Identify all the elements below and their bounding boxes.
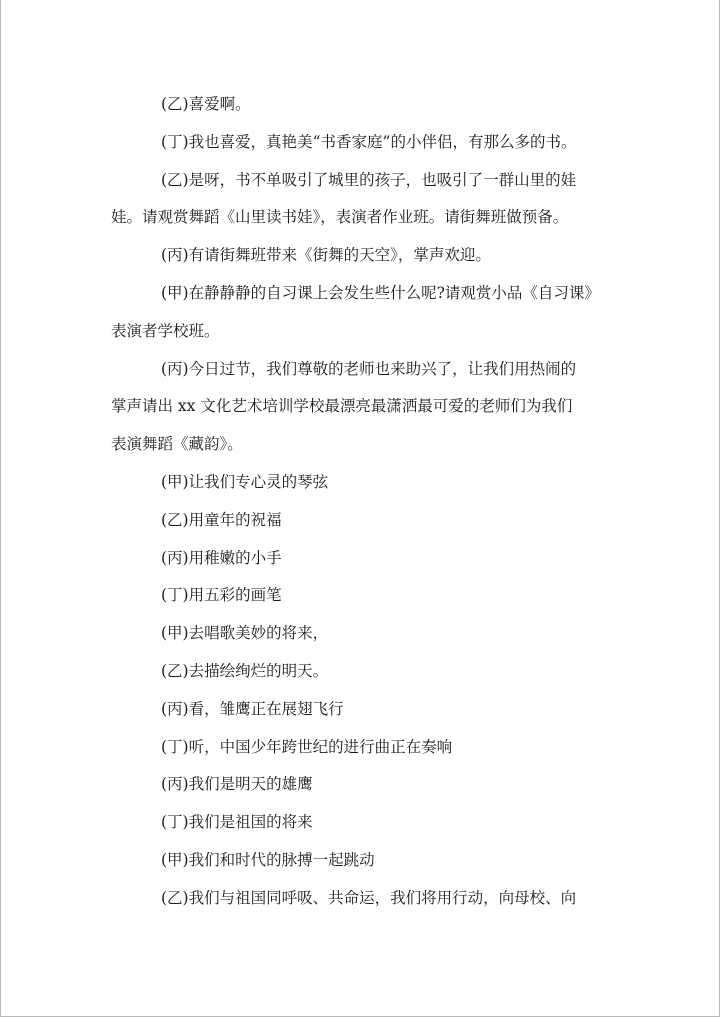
text-line: 掌声请出 xx 文化艺术培训学校最漂亮最潇洒最可爱的老师们为我们 [111, 397, 573, 416]
text-line: (乙)去描绘绚烂的明天。 [161, 661, 329, 680]
text-line: (丁)我也喜爱，真艳美“书香家庭”的小伴侣，有那么多的书。 [161, 132, 577, 151]
paragraph [111, 162, 616, 238]
paragraph [111, 275, 616, 351]
paragraph [111, 464, 616, 502]
paragraph [111, 729, 616, 767]
text-line: 表演者学校班。 [111, 321, 220, 340]
text-line: (丙)有请街舞班带来《街舞的天空》，掌声欢迎。 [161, 246, 491, 265]
paragraph [111, 502, 616, 540]
text-line: (丙)用稚嫩的小手 [161, 548, 282, 567]
text-line: (丁)听，中国少年跨世纪的进行曲正在奏响 [161, 737, 453, 756]
document-body [111, 86, 616, 918]
paragraph [111, 653, 616, 691]
text-line: 娃。请观赏舞蹈《山里读书娃》，表演者作业班。请街舞班做预备。 [111, 208, 569, 227]
text-line: (丙)我们是明天的雄鹰 [161, 775, 313, 794]
paragraph [111, 351, 616, 464]
text-line: (甲)我们和时代的脉搏一起跳动 [161, 850, 375, 869]
paragraph [111, 577, 616, 615]
paragraph [111, 842, 616, 880]
text-line: (丙)看，雏鹰正在展翅飞行 [161, 699, 344, 718]
text-line: 表演舞蹈《藏韵》。 [111, 435, 243, 454]
paragraph [111, 615, 616, 653]
paragraph [111, 237, 616, 275]
text-line: (乙)用童年的祝福 [161, 510, 282, 529]
text-line: (乙)喜爱啊。 [161, 95, 251, 113]
text-line: (丁)用五彩的画笔 [161, 586, 282, 605]
paragraph [111, 880, 616, 918]
text-line: (甲)去唱歌美妙的将来， [161, 624, 329, 643]
text-line: (乙)我们与祖国同呼吸、共命运，我们将用行动，向母校、向 [161, 888, 577, 907]
paragraph [111, 766, 616, 804]
text-line: (甲)在静静静的自习课上会发生些什么呢?请观赏小品《自习课》 [161, 283, 600, 302]
paragraph [111, 691, 616, 729]
paragraph [111, 124, 616, 162]
text-line: (丙)今日过节，我们尊敬的老师也来助兴了，让我们用热闹的 [161, 359, 577, 378]
text-line: (甲)让我们专心灵的琴弦 [161, 472, 329, 491]
paragraph [111, 540, 616, 578]
text-line: (丁)我们是祖国的将来 [161, 813, 313, 832]
paragraph [111, 804, 616, 842]
text-line: (乙)是呀，书不单吸引了城里的孩子，也吸引了一群山里的娃 [161, 170, 577, 189]
paragraph [111, 86, 616, 124]
